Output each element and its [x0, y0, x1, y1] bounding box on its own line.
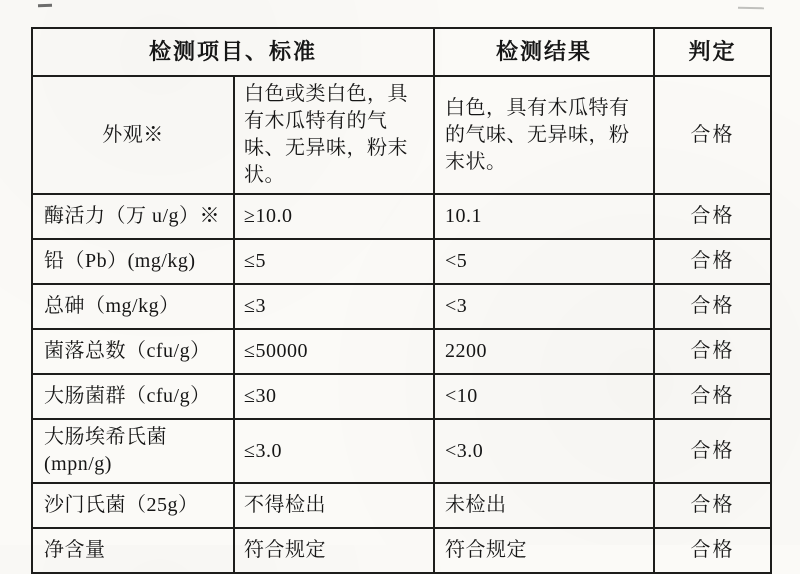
result-cell: <3.0	[434, 419, 654, 483]
item-cell: 大肠埃希氏菌(mpn/g)	[32, 419, 234, 483]
result-cell: <10	[434, 374, 654, 419]
judgment-cell: 合格	[654, 483, 771, 528]
standard-cell: 符合规定	[234, 528, 434, 573]
judgment-cell: 合格	[654, 528, 771, 573]
table-row	[32, 76, 771, 194]
result-cell: <3	[434, 284, 654, 329]
item-cell: 外观※	[32, 76, 234, 194]
result-cell: <5	[434, 239, 654, 284]
header-result: 检测结果	[434, 28, 654, 76]
table-row	[32, 419, 771, 483]
judgment-cell: 合格	[654, 374, 771, 419]
standard-cell: ≤3	[234, 284, 434, 329]
inspection-report-table	[31, 27, 772, 574]
table-row	[32, 483, 771, 528]
judgment-cell: 合格	[654, 329, 771, 374]
table-row	[32, 528, 771, 573]
item-cell: 总砷（mg/kg）	[32, 284, 234, 329]
judgment-cell: 合格	[654, 419, 771, 483]
result-cell: 未检出	[434, 483, 654, 528]
item-cell: 酶活力（万 u/g）※	[32, 194, 234, 239]
judgment-cell: 合格	[654, 239, 771, 284]
table-row	[32, 239, 771, 284]
judgment-cell: 合格	[654, 284, 771, 329]
item-cell: 沙门氏菌（25g）	[32, 483, 234, 528]
result-cell: 10.1	[434, 194, 654, 239]
scan-artifact	[38, 4, 52, 7]
result-cell: 2200	[434, 329, 654, 374]
table-row	[32, 284, 771, 329]
item-cell: 铅（Pb）(mg/kg)	[32, 239, 234, 284]
header-row	[32, 28, 771, 76]
header-judgment: 判定	[654, 28, 771, 76]
result-cell: 符合规定	[434, 528, 654, 573]
scan-artifact	[738, 7, 764, 9]
standard-cell: ≤3.0	[234, 419, 434, 483]
judgment-cell: 合格	[654, 76, 771, 194]
standard-cell: ≥10.0	[234, 194, 434, 239]
table-row	[32, 329, 771, 374]
table-row	[32, 194, 771, 239]
item-cell: 菌落总数（cfu/g）	[32, 329, 234, 374]
table-row	[32, 374, 771, 419]
standard-cell: ≤50000	[234, 329, 434, 374]
judgment-cell: 合格	[654, 194, 771, 239]
item-cell: 大肠菌群（cfu/g）	[32, 374, 234, 419]
standard-cell: ≤30	[234, 374, 434, 419]
standard-cell: 不得检出	[234, 483, 434, 528]
standard-cell: ≤5	[234, 239, 434, 284]
standard-cell: 白色或类白色，具有木瓜特有的气味、无异味，粉末状。	[234, 76, 434, 194]
item-cell: 净含量	[32, 528, 234, 573]
result-cell: 白色，具有木瓜特有的气味、无异味，粉末状。	[434, 76, 654, 194]
header-item-standard: 检测项目、标准	[32, 28, 434, 76]
